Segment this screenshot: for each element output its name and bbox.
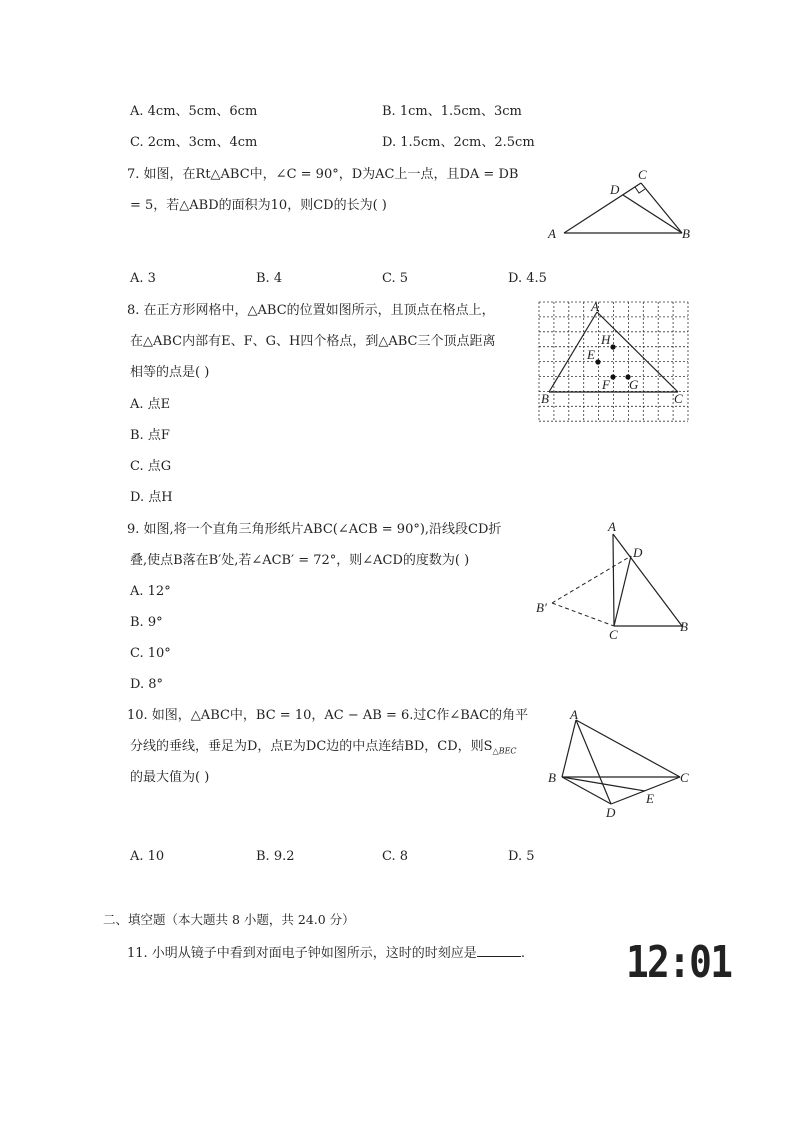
q10-label-c: C [680,770,689,785]
q8-option-c: C. 点G [130,459,172,474]
q9-label-b-prime: B′ [536,600,547,615]
q10-option-b: B. 9.2 [256,849,295,864]
q6-option-b: B. 1cm、1.5cm、3cm [382,104,522,119]
q8-stem-line1: 8. 在正方形网格中，△ABC的位置如图所示，且顶点在格点上， [127,303,495,318]
q10-stem-line2-text: 分线的垂线，垂足为D，点E为DC边的中点连结BD，CD，则S [130,739,493,754]
q10-figure [540,708,700,820]
q11-stem-text: 11. 小明从镜子中看到对面电子钟如图所示，这时的时刻应是 [127,946,477,961]
q10-option-c: C. 8 [382,849,409,864]
q7-stem-line2: = 5，若△ABD的面积为10，则CD的长为( ) [130,198,387,213]
q6-option-c: C. 2cm、3cm、4cm [130,135,258,150]
q8-stem-line3: 相等的点是( ) [130,365,210,380]
q8-grid-figure [538,301,690,423]
q7-option-d: D. 4.5 [508,271,547,286]
q10-stem-line1: 10. 如图，△ABC中，BC = 10，AC − AB = 6.过C作∠BAC的角平 [127,708,529,723]
q8-point-h [610,344,615,349]
q11-answer-blank [477,944,521,957]
q9-option-c: C. 10° [130,646,171,661]
q11-stem-end: . [520,946,525,961]
q7-label-c: C [638,167,647,182]
q8-option-a: A. 点E [130,397,171,412]
section2-heading: 二、填空题（本大题共 8 小题，共 24.0 分） [103,912,355,927]
q9-option-a: A. 12° [130,584,171,599]
q11-stem [127,944,525,963]
q9-option-d: D. 8° [130,677,163,692]
q7-figure [540,160,700,250]
q8-label-f: F [602,377,610,392]
q9-stem-line1: 9. 如图,将一个直角三角形纸片ABC(∠ACB = 90°),沿线段CD折 [127,522,502,537]
q7-label-b: B [682,226,690,241]
q7-option-a: A. 3 [130,271,156,286]
q10-stem-line2-sub: △BEC [492,746,517,756]
q8-option-b: B. 点F [130,428,170,443]
q10-stem-line2 [130,738,517,761]
q6-option-d: D. 1.5cm、2cm、2.5cm [382,135,535,150]
q7-label-a: A [548,226,556,241]
q9-stem-line2: 叠,使点B落在B′处,若∠ACB′ = 72°，则∠ACD的度数为( ) [130,553,470,568]
q11-clock-display: 12:01 [626,937,732,988]
q10-label-a: A [570,707,578,722]
q8-label-h: H [601,332,611,347]
q10-label-e: E [646,791,654,806]
q7-stem-line1: 7. 如图，在Rt△ABC中，∠C = 90°，D为AC上一点，且DA = DB [127,167,519,182]
q8-label-e: E [587,347,595,362]
q9-label-a: A [608,519,616,534]
q8-option-d: D. 点H [130,490,173,505]
q9-label-d: D [633,545,643,560]
q9-option-b: B. 9° [130,615,163,630]
q8-label-a: A [591,299,599,314]
q6-option-a: A. 4cm、5cm、6cm [130,104,258,119]
q7-option-b: B. 4 [256,271,283,286]
q8-point-f [610,374,615,379]
q8-label-g: G [629,377,639,392]
q7-label-d: D [610,182,620,197]
q8-stem-line2: 在△ABC内部有E、F、G、H四个格点，到△ABC三个顶点距离 [130,334,496,349]
q10-label-b: B [548,770,556,785]
q10-stem-line3: 的最大值为( ) [130,770,210,785]
q8-label-c: C [674,391,683,406]
q7-option-c: C. 5 [382,271,409,286]
q8-point-e [595,359,600,364]
q10-label-d: D [606,805,616,820]
q9-label-b: B [680,619,688,634]
q9-label-c: C [609,627,618,642]
q10-option-d: D. 5 [508,849,535,864]
q8-label-b: B [541,391,549,406]
q10-option-a: A. 10 [130,849,165,864]
q9-figure [530,518,700,648]
